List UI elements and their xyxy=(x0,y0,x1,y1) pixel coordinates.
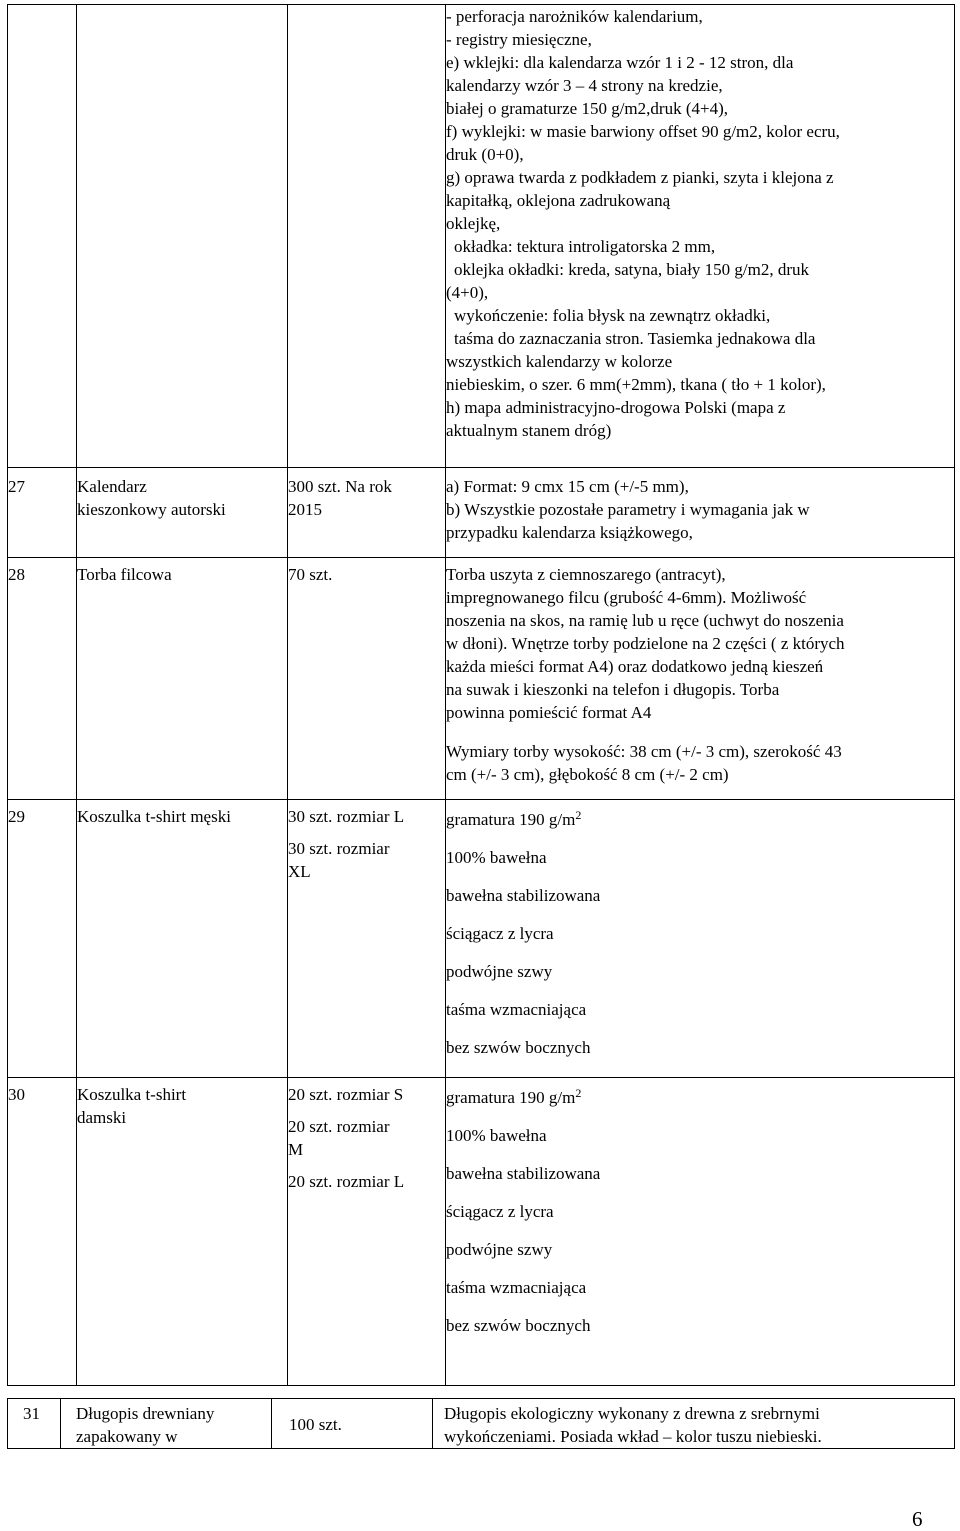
item-name: Torba filcowa xyxy=(77,565,172,584)
item-name: Koszulka t-shirt męski xyxy=(77,807,231,826)
item-description: powinna pomieścić format A4 xyxy=(446,703,652,722)
item-description: na suwak i kieszonki na telefon i długopis. Torba xyxy=(446,680,780,699)
spec-item: podwójne szwy xyxy=(446,962,553,981)
spec-item: podwójne szwy xyxy=(446,1240,553,1259)
item-number: 27 xyxy=(8,477,25,496)
continuation-line: druk (0+0), xyxy=(446,145,524,164)
continuation-line: oklejkę, xyxy=(446,214,501,233)
continuation-line: aktualnym stanem dróg) xyxy=(446,421,612,440)
spec-item: taśma wzmacniająca xyxy=(446,1000,587,1019)
item-quantity: 20 szt. rozmiar xyxy=(288,1117,390,1136)
item-number: 31 xyxy=(23,1404,40,1423)
table-row-27 xyxy=(8,468,955,558)
bag-dimensions: cm (+/- 3 cm), głębokość 8 cm (+/- 2 cm) xyxy=(446,765,729,784)
spec-item: 100% bawełna xyxy=(446,1126,547,1145)
item-name: kieszonkowy autorski xyxy=(77,500,226,519)
continuation-line: e) wklejki: dla kalendarza wzór 1 i 2 - 12 stron, dla xyxy=(446,53,794,72)
item-name: Kalendarz xyxy=(77,477,147,496)
item-description: w dłoni). Wnętrze torby podzielone na 2 części ( z których xyxy=(446,634,845,653)
item-description: impregnowanego filcu (grubość 4-6mm). Możliwość xyxy=(446,588,807,607)
continuation-line: kalendarzy wzór 3 – 4 strony na kredzie, xyxy=(446,76,723,95)
item-description: noszenia na skos, na ramię lub u ręce (uchwyt do noszenia xyxy=(446,611,844,630)
item-quantity: 2015 xyxy=(288,500,322,519)
continuation-line: - registry miesięczne, xyxy=(446,30,592,49)
table-row-31 xyxy=(8,1399,955,1449)
specification-table xyxy=(7,4,955,1386)
spec-item: bawełna stabilizowana xyxy=(446,886,601,905)
table-row-28 xyxy=(8,558,955,800)
spec-grammage: gramatura 190 $g/m^2$ xyxy=(446,808,582,829)
continuation-line: - perforacja narożników kalendarium, xyxy=(446,7,703,26)
continuation-line: wykończenie: folia błysk na zewnątrz okładki, xyxy=(454,306,771,325)
continuation-line: h) mapa administracyjno-drogowa Polski (mapa z xyxy=(446,398,786,417)
item-quantity: 100 szt. xyxy=(289,1415,342,1434)
item-description: każda mieści format A4) oraz dodatkowo jedną kieszeń xyxy=(446,657,824,676)
spec-item: 100% bawełna xyxy=(446,848,547,867)
table-row-continuation xyxy=(8,5,955,468)
continuation-line: wszystkich kalendarzy w kolorze xyxy=(446,352,673,371)
item-description: Torba uszyta z ciemnoszarego (antracyt), xyxy=(446,565,726,584)
page-number: 6 xyxy=(912,1507,923,1531)
spec-item: bez szwów bocznych xyxy=(446,1038,591,1057)
item-quantity: 70 szt. xyxy=(288,565,333,584)
item-name: Długopis drewniany xyxy=(76,1404,215,1423)
continuation-line: (4+0), xyxy=(446,283,489,302)
table-row-29 xyxy=(8,800,955,1078)
item-quantity: 30 szt. rozmiar L xyxy=(288,807,405,826)
specification-table-31 xyxy=(7,1398,955,1449)
continuation-line: niebieskim, o szer. 6 mm(+2mm), tkana ( tło + 1 kolor), xyxy=(446,375,826,394)
spec-item: ściągacz z lycra xyxy=(446,924,554,943)
item-quantity: 30 szt. rozmiar xyxy=(288,839,390,858)
item-quantity: 20 szt. rozmiar L xyxy=(288,1172,405,1191)
spec-item: bawełna stabilizowana xyxy=(446,1164,601,1183)
spec-item: ściągacz z lycra xyxy=(446,1202,554,1221)
continuation-line: okładka: tektura introligatorska 2 mm, xyxy=(454,237,716,256)
item-name: Koszulka t-shirt xyxy=(77,1085,187,1104)
continuation-line: oklejka okładki: kreda, satyna, biały 150 g/m2, druk xyxy=(454,260,810,279)
continuation-line: f) wyklejki: w masie barwiony offset 90 g/m2, kolor ecru, xyxy=(446,122,840,141)
item-description: przypadku kalendarza książkowego, xyxy=(446,523,693,542)
item-name: damski xyxy=(77,1108,127,1127)
item-number: 28 xyxy=(8,565,25,584)
item-number: 30 xyxy=(8,1085,25,1104)
item-description: a) Format: 9 cmx 15 cm (+/-5 mm), xyxy=(446,477,689,496)
continuation-line: taśma do zaznaczania stron. Tasiemka jednakowa dla xyxy=(454,329,816,348)
item-name: zapakowany w xyxy=(76,1427,178,1446)
item-quantity: 20 szt. rozmiar S xyxy=(288,1085,404,1104)
continuation-description xyxy=(446,5,955,468)
continuation-line: kapitałką, oklejona zadrukowaną xyxy=(446,191,671,210)
continuation-line: białej o gramaturze 150 g/m2,druk (4+4), xyxy=(446,99,728,118)
item-description: b) Wszystkie pozostałe parametry i wymagania jak w xyxy=(446,500,810,519)
spec-item: taśma wzmacniająca xyxy=(446,1278,587,1297)
item-description: wykończeniami. Posiada wkład – kolor tuszu niebieski. xyxy=(444,1427,822,1446)
continuation-line: g) oprawa twarda z podkładem z pianki, szyta i klejona z xyxy=(446,168,834,187)
bag-dimensions: Wymiary torby wysokość: 38 cm (+/- 3 cm), szerokość 43 xyxy=(446,742,842,761)
item-number: 29 xyxy=(8,807,25,826)
item-quantity: M xyxy=(288,1140,304,1159)
item-quantity: XL xyxy=(288,862,311,881)
item-quantity: 300 szt. Na rok xyxy=(288,477,392,496)
item-description: Długopis ekologiczny wykonany z drewna z srebrnymi xyxy=(444,1404,820,1423)
table-row-30 xyxy=(8,1078,955,1386)
spec-grammage: gramatura 190 $g/m^2$ xyxy=(446,1086,582,1107)
spec-item: bez szwów bocznych xyxy=(446,1316,591,1335)
